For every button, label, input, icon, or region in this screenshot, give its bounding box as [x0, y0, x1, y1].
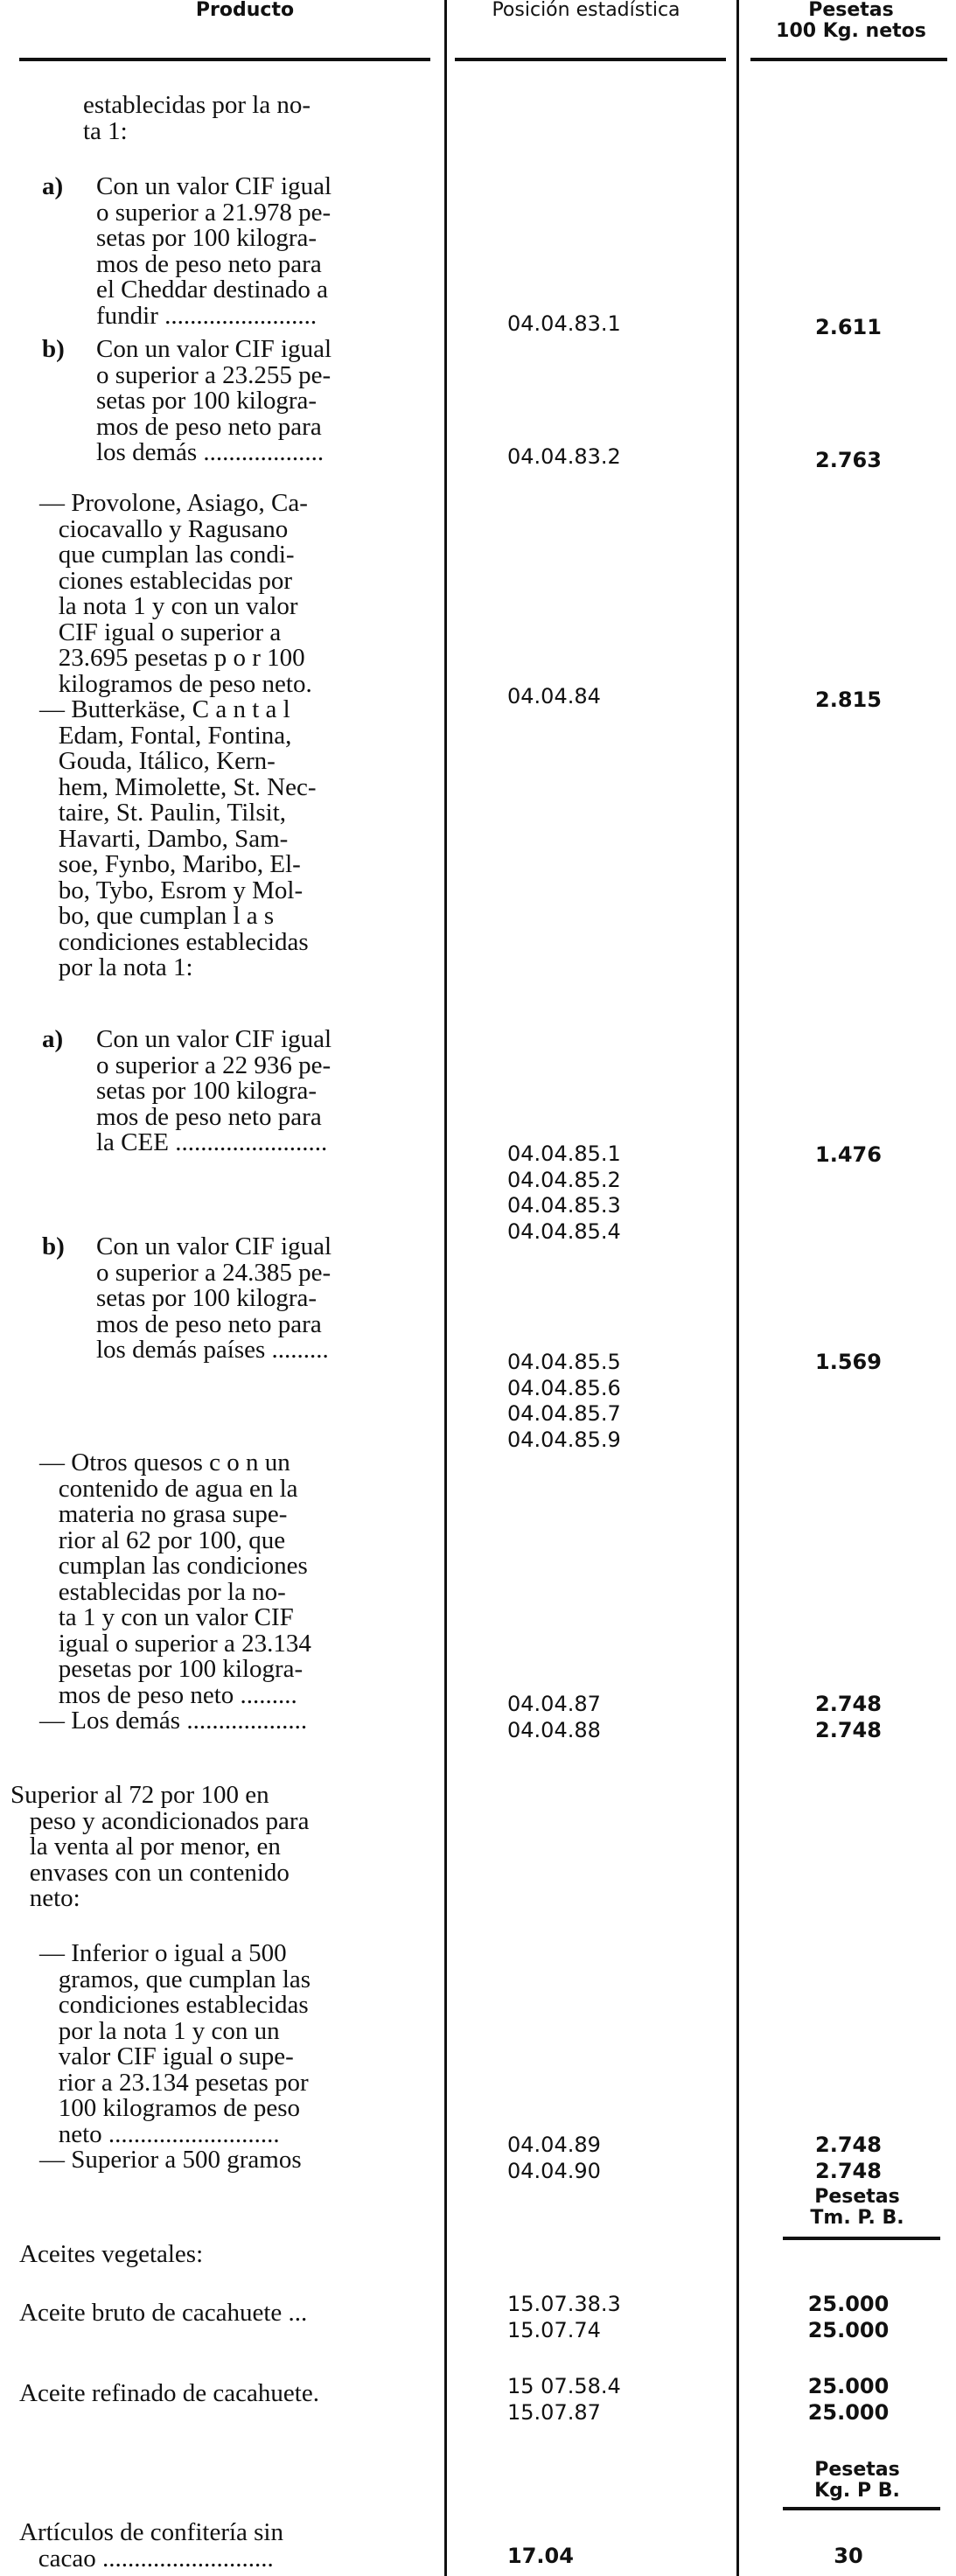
header-underline-2: [455, 58, 726, 61]
product-text: Superior al 72 por 100 en peso y acondicionados para la venta al por menor, en envases con un contenido neto:: [10, 1781, 310, 1912]
stat-position: 04.04.85.1 04.04.85.2 04.04.85.3 04.04.85.4: [507, 1141, 621, 1244]
stat-position: 04.04.85.5 04.04.85.6 04.04.85.7 04.04.85.9: [507, 1350, 621, 1452]
header-underline-1: [19, 58, 430, 61]
unit-header-kg: [770, 2460, 945, 2502]
unit-tm-underline: [783, 2237, 940, 2240]
price-value: 25.000 25.000: [807, 2292, 890, 2342]
column-divider-2: [736, 0, 739, 2576]
unit-header-tm: [770, 2187, 945, 2229]
header-underline-3: [750, 58, 947, 61]
stat-position: 04.04.89 04.04.90: [507, 2133, 601, 2183]
product-text: Aceite bruto de cacahuete ...: [19, 2299, 308, 2327]
unit-kg-underline: [783, 2507, 940, 2510]
column-divider-1: [444, 0, 447, 2576]
product-text: Con un valor CIF igual o superior a 23.255 pe- setas por 100 kilogra- mos de peso neto para los demás ...................: [96, 335, 332, 466]
section-heading: Aceites vegetales:: [19, 2240, 204, 2268]
item-label: a): [42, 172, 64, 200]
price-value: 30: [834, 2544, 863, 2568]
unit-tm-line2: Tm. P. B.: [810, 2207, 904, 2229]
price-value: 2.611: [815, 315, 882, 339]
price-value: 2.815: [815, 688, 882, 712]
header-pesetas: [750, 0, 952, 42]
unit-kg-line2: Kg. P B.: [814, 2480, 900, 2502]
product-text: Artículos de confitería sin cacao ...........................: [19, 2518, 283, 2573]
item-label: b): [42, 1232, 65, 1260]
header-producto: Producto: [195, 0, 295, 21]
price-value: 25.000 25.000: [807, 2374, 890, 2425]
stat-position: 15.07.38.3 15.07.74: [507, 2292, 621, 2342]
stat-position: 04.04.83.2: [507, 444, 621, 469]
stat-position: 04.04.83.1: [507, 311, 621, 336]
unit-tm-line1: Pesetas: [814, 2186, 900, 2208]
header-pesetas-line2: 100 Kg. netos: [776, 20, 926, 42]
price-value: 2.763: [815, 448, 882, 472]
stat-position: 04.04.87 04.04.88: [507, 1692, 601, 1742]
product-text: Con un valor CIF igual o superior a 21.978 pe- setas por 100 kilogra- mos de peso neto para el Cheddar destinado a fundir ........................: [96, 172, 332, 330]
unit-kg-line1: Pesetas: [814, 2459, 900, 2481]
price-value: 1.476: [815, 1142, 882, 1167]
item-label: b): [42, 335, 65, 363]
product-text: — Otros quesos c o n un contenido de agua en la materia no grasa supe- rior al 62 por 100, que cumplan las condiciones establecidas por la no- ta 1 y con un valor CIF igual o superior a 23.134 pesetas por 100 kilogra- mos de peso neto ......... — Los demás ...................: [39, 1449, 311, 1735]
product-text: — Provolone, Asiago, Ca- ciocavallo y Ragusano que cumplan las condi- ciones establecidas por la nota 1 y con un valor CIF igual o superior a 23.695 pesetas p o r 100 kilogramos de peso neto.: [39, 489, 312, 698]
product-text: — Inferior o igual a 500 gramos, que cumplan las condiciones establecidas por la nota 1 y con un valor CIF igual o supe- rior a 23.134 pesetas por 100 kilogramos de peso neto ........................... — Superior a 500 gramos: [39, 1939, 311, 2174]
item-label: a): [42, 1025, 64, 1053]
stat-position: 04.04.84: [507, 684, 601, 709]
price-value: 2.748 2.748: [815, 2133, 882, 2183]
product-text: — Butterkäse, C a n t a l Edam, Fontal, Fontina, Gouda, Itálico, Kern- hem, Mimolette, St. Nec- taire, St. Paulin, Tilsit, Havarti, Dambo, Sam- soe, Fynbo, Maribo, El- bo, Tybo, Esrom y Mol- bo, que cumplan l a s condiciones establecidas por la nota 1:: [39, 695, 317, 981]
stat-position: 15 07.58.4 15.07.87: [507, 2374, 621, 2425]
header-pesetas-line1: Pesetas: [808, 0, 894, 21]
product-text: establecidas por la no- ta 1:: [83, 91, 311, 145]
price-value: 1.569: [815, 1350, 882, 1374]
product-text: Aceite refinado de cacahuete.: [19, 2379, 319, 2407]
product-text: Con un valor CIF igual o superior a 24.385 pe- setas por 100 kilogra- mos de peso neto para los demás países .........: [96, 1232, 332, 1364]
header-posicion: Posición estadística: [492, 0, 680, 21]
price-value: 2.748 2.748: [815, 1692, 882, 1742]
stat-position: 17.04: [507, 2544, 574, 2568]
product-text: Con un valor CIF igual o superior a 22 936 pe- setas por 100 kilogra- mos de peso neto para la CEE ........................: [96, 1025, 332, 1156]
